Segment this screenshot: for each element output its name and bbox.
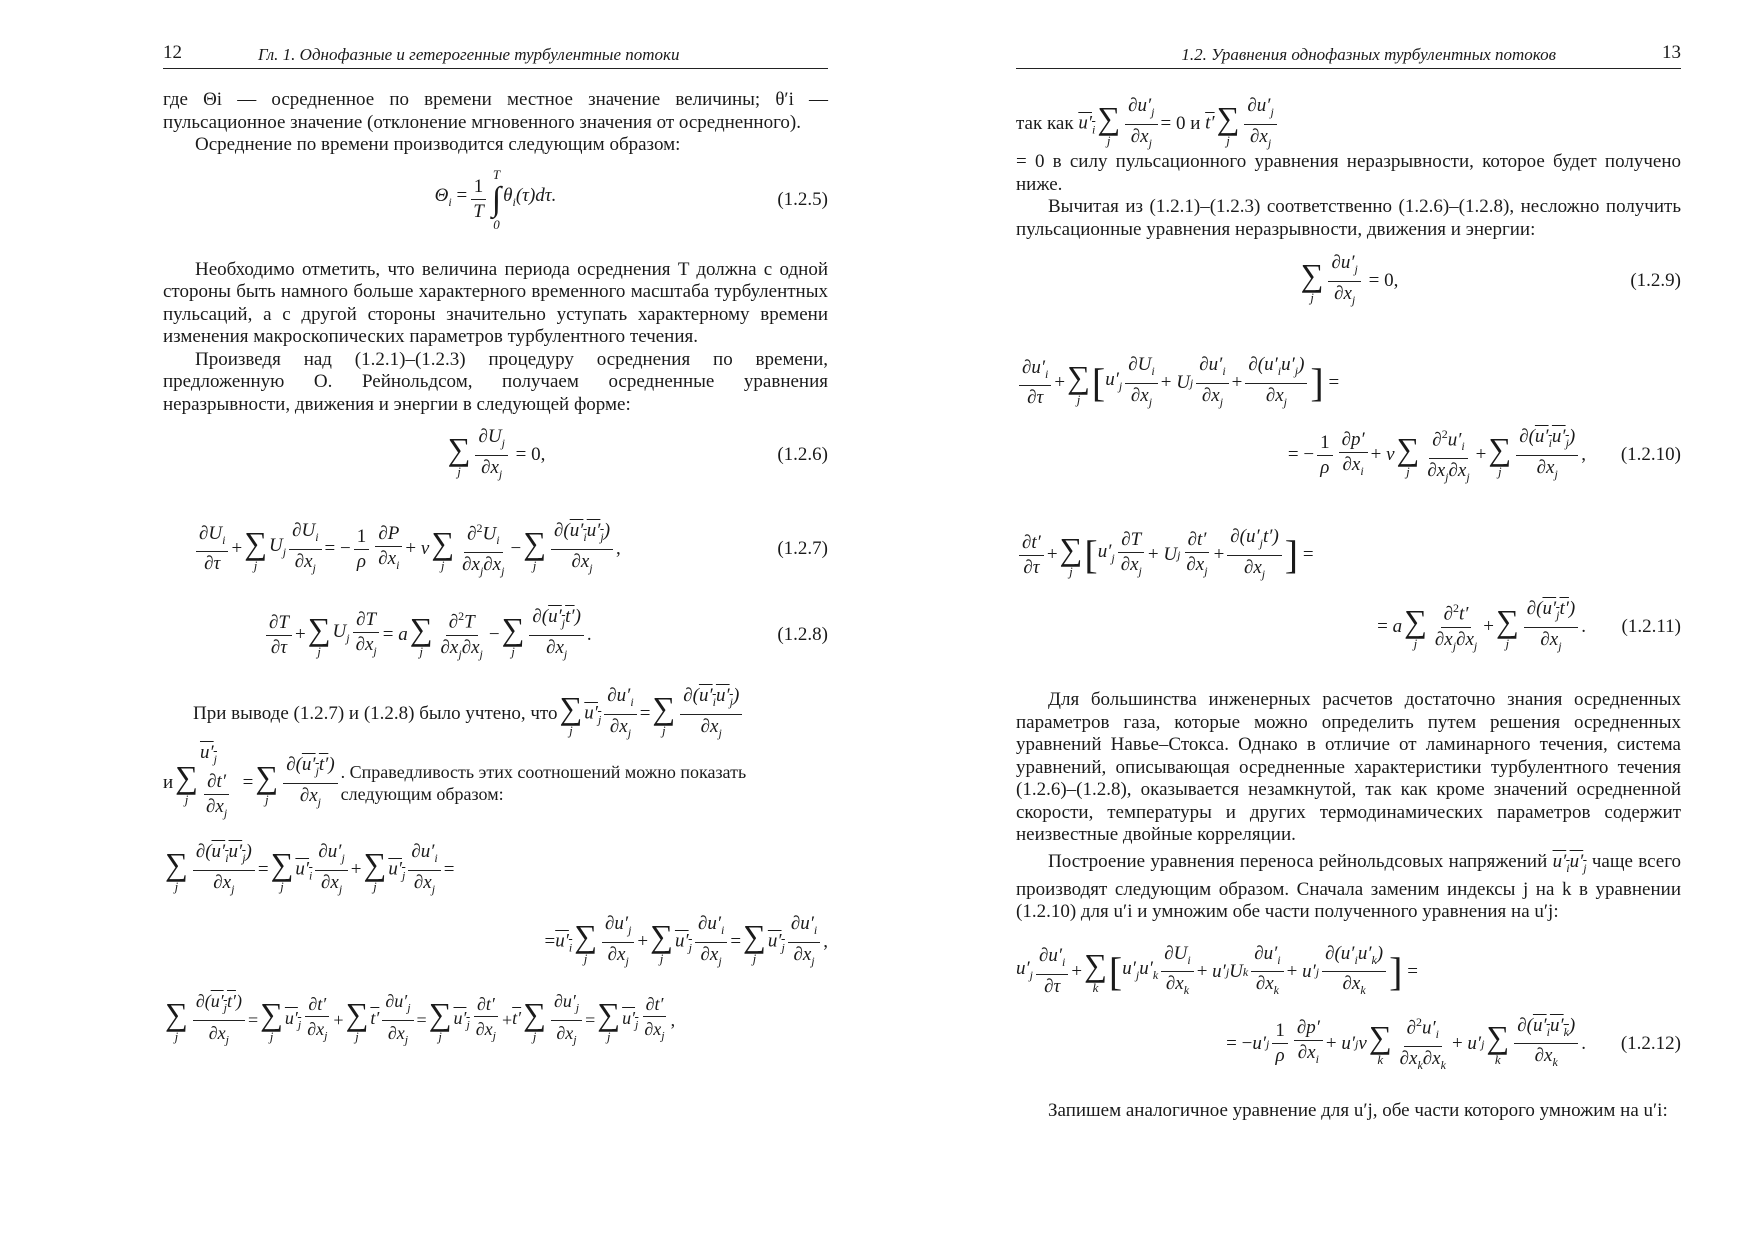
paragraph: = 0 в силу пульсационного уравнения неразрывности, которое будет получено ниже.	[1016, 151, 1681, 195]
paragraph: Для большинства инженерных расчетов достаточно знания осредненных параметров газа, которые можно определить путем решения осредненных уравнений Навье–Стокса. Однако в отличие от ламинарного течения, система уравнений, описывающая осредненные характеристики турбулентного течения (1.2.6)–(1.2.8), оказывается незамкнутой, так как кроме значений осредненной скорости, температуры и других термодинамических параметров содержит неизвестные двойные корреляции.	[1016, 689, 1681, 845]
equation-1-2-10-line-1: $\frac{\partial u'_i}{\partial\tau}$ + ∑ j [ $u'_j$ $\frac{\partial U_i}{\partial x_j}$ + U j $\frac{\partial u'_i}{\partial x_j}$ + $\frac{\partial(u'_iu'_j)}{\partial x_j}$ ] =	[1016, 347, 1681, 419]
page-number: 12	[163, 42, 182, 63]
equation-number: (1.2.9)	[1630, 269, 1681, 291]
equation-number: (1.2.6)	[777, 443, 828, 465]
paragraph: При выводе (1.2.7) и (1.2.8) было учтено, что	[193, 702, 558, 724]
equation-number: (1.2.7)	[777, 537, 828, 559]
equation-1-2-6: ∑ j $\frac{\partial U_j}{\partial x_j}$ = 0, (1.2.6)	[447, 425, 828, 481]
inline-relation-3: так как $u'_i$ ∑ j $\frac{\partial u'_j}{\partial x_j}$ = 0 и t′ ∑ j $\frac{\partial u'_j}{\partial x_j}$	[1016, 89, 1681, 159]
paragraph: Осреднение по времени производится следующим образом:	[195, 134, 681, 155]
paragraph: . Справедливость этих соотношений можно показать следующим образом:	[340, 761, 747, 804]
paragraph-text: чаще всего производят следующим образом. Сначала заменим индексы j на k в уравнении (1.2.10) для u′i и умножим обе части полученного уравнения на u′j:	[1016, 850, 1682, 923]
paragraph: = 0 и	[1160, 112, 1201, 134]
right-page	[1016, 38, 1681, 1122]
page-number: 13	[1662, 42, 1681, 63]
running-head: Гл. 1. Однофазные и гетерогенные турбулентные потоки	[258, 45, 680, 64]
paragraph	[1016, 851, 1681, 924]
paragraph: Вычитая из (1.2.1)–(1.2.3) соответственно (1.2.6)–(1.2.8), несложно получить пульсационные уравнения неразрывности, движения и энергии:	[1016, 196, 1681, 240]
paragraph: Запишем аналогичное уравнение для u′j, обе части которого умножим на u′i:	[1048, 1099, 1668, 1121]
paragraph-text: Построение уравнения переноса рейнольдсовых напряжений	[1048, 850, 1548, 872]
equation-1-2-11-line-1: $\frac{\partial t'}{\partial\tau}$ + ∑ j [ $u'_j$ $\frac{\partial T}{\partial x_j}$ + U j $\frac{\partial t'}{\partial x_j}$ + $\frac{\partial(u'_jt')}{\partial x_j}$ ] =	[1016, 519, 1681, 591]
equation-number: (1.2.10)	[1620, 443, 1681, 465]
reynolds-stress: $u'_iu'_j$	[1552, 850, 1587, 875]
page-header	[163, 38, 828, 69]
running-head: 1.2. Уравнения однофазных турбулентных потоков	[1181, 45, 1556, 64]
equation-number: (1.2.8)	[777, 623, 828, 645]
equation-1-2-7: $\frac{\partial U_i}{\partial\tau}$ + ∑ j $U_j$ $\frac{\partial U_i}{\partial x_j}$ = − $\frac{1}{\rho}$ $\frac{\partial P}{\partial x_i}$ + ν ∑ j $\frac{\partial^2U_i}{\partial x_j\partial x_j}$ − ∑ j $\frac{\partial(u'_iu'_j)}{\partial x_j}$ , (1.2.7)	[163, 506, 828, 592]
equation-1-2-11-line-2: = a ∑ j $\frac{\partial^2t'}{\partial x_j\partial x_j}$ + ∑ j $\frac{\partial(u'_jt')}{\partial x_j}$ . (1.2.11)	[1377, 597, 1681, 653]
paragraph: Необходимо отметить, что величина периода осреднения T должна с одной стороны быть намного больше характерного временного масштаба турбулентных пульсаций, а с другой стороны значительно уступать характерному времени изменения макроскопических параметров турбулентного течения.	[163, 258, 828, 347]
equation-1-2-8: $\frac{\partial T}{\partial\tau}$ + ∑ j $U_j$ $\frac{\partial T}{\partial x_j}$ = a ∑ j $\frac{\partial^2T}{\partial x_j\partial x_j}$ − ∑ j $\frac{\partial(u'_jt')}{\partial x_j}$ . (1.2.8)	[163, 592, 828, 678]
equation-1-2-12-line-2: = − u′ j $\frac{1}{\rho}$ $\frac{\partial p'}{\partial x_i}$ + u′ j ν ∑ k $\frac{\partial^2u'_i}{\partial x_k\partial x_k}$ + u′ j ∑ k $\frac{\partial(u'_iu'_k)}{\partial x_k}$ . (1.2.12)	[1016, 1008, 1681, 1080]
paragraph: где Θi — осредненное по времени местное значение величины; θ′i — пульсационное значение (отклонение мгновенного значения от осредненного).	[163, 89, 828, 133]
derivation-line-3: ∑ j $\frac{\partial(u'_jt')}{\partial x_j}$ = ∑ j $u'_j$ $\frac{\partial t'}{\partial x_j}$ + ∑ j t′ $\frac{\partial u'_j}{\partial x_j}$ = ∑ j $u'_j$ $\frac{\partial t'}{\partial x_j}$ + t′ ∑ j $\frac{\partial u'_j}{\partial x_j}$ = ∑ j $u'_j$ $\frac{\partial t'}{\partial x_j}$ ,	[165, 990, 676, 1047]
equation-number: (1.2.5)	[777, 188, 828, 210]
paragraph: и	[163, 771, 174, 793]
equation-number: (1.2.11)	[1621, 615, 1681, 637]
inline-relation-2: и ∑ j $u'_j$ $\frac{\partial t'}{\partial x_j}$ = ∑ j $\frac{\partial(u'_jt')}{\partial x_j}$ . Справедливость этих соотношений можно показать следующим образом:	[163, 750, 828, 816]
page-header	[1016, 38, 1681, 69]
equation-1-2-10-line-2: = − $\frac{1}{\rho}$ $\frac{\partial p'}{\partial x_i}$ + ν ∑ j $\frac{\partial^2u'_i}{\partial x_j\partial x_j}$ + ∑ j $\frac{\partial(u'_iu'_j)}{\partial x_j}$ , (1.2.10)	[1016, 419, 1681, 491]
equation-1-2-5: $\Theta_i$ = $\frac{1}{T}$ T ∫ 0 $\theta_i(\tau)d\tau$. (1.2.5)	[434, 166, 828, 232]
equation-1-2-9: ∑ j $\frac{\partial u'_j}{\partial x_j}$ = 0, (1.2.9)	[1300, 251, 1681, 307]
derivation-line-2: = $u'_i$ ∑ j $\frac{\partial u'_j}{\partial x_j}$ + ∑ j $u'_j$ $\frac{\partial u'_i}{\partial x_j}$ = ∑ j $u'_j$ $\frac{\partial u'_i}{\partial x_j}$ ,	[544, 912, 828, 968]
paragraph: так как	[1016, 112, 1074, 134]
paragraph: Произведя над (1.2.1)–(1.2.3) процедуру осреднения по времени, предложенную О. Рейнольдсом, получаем осредненные уравнения неразрывности, движения и энергии в следующей форме:	[163, 348, 828, 415]
derivation-line-1: ∑ j $\frac{\partial(u'_iu'_j)}{\partial x_j}$ = ∑ j $u'_i$ $\frac{\partial u'_j}{\partial x_j}$ + ∑ j $u'_j$ $\frac{\partial u'_i}{\partial x_j}$ =	[165, 840, 455, 896]
equation-1-2-12-line-1: $u'_j$ $\frac{\partial u'_i}{\partial\tau}$ + ∑ k [ $u'_ju'_k$ $\frac{\partial U_i}{\partial x_k}$ + u′ j U k $\frac{\partial u'_i}{\partial x_k}$ + u′ j $\frac{\partial(u'_iu'_k)}{\partial x_k}$ ] =	[1016, 942, 1418, 998]
left-page	[163, 38, 828, 1056]
inline-relation-1: При выводе (1.2.7) и (1.2.8) было учтено, что ∑ j $u'_j$ $\frac{\partial u'_i}{\partial x_j}$ = ∑ j $\frac{\partial(u'_iu'_j)}{\partial x_j}$	[163, 678, 828, 750]
equation-number: (1.2.12)	[1620, 1032, 1681, 1054]
